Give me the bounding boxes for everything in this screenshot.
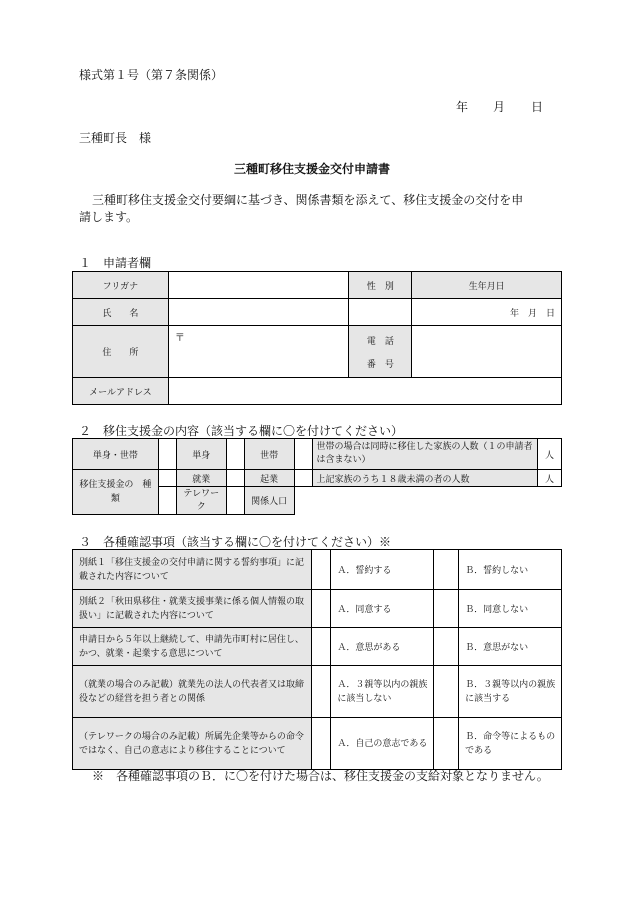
- confirm-a-check[interactable]: [312, 628, 331, 666]
- household-note: 世帯の場合は同時に移住した家族の人数（１の申請者は含まない）: [312, 439, 537, 470]
- address-label: 住 所: [73, 326, 169, 378]
- confirm-b: Ｂ．３親等以内の親族に該当する: [459, 666, 562, 718]
- furigana-field[interactable]: [168, 272, 349, 299]
- single-label: 単身: [176, 439, 226, 470]
- section2-heading: ２ 移住支援金の内容（該当する欄に〇を付けてください）: [79, 424, 404, 438]
- confirm-b: Ｂ．同意しない: [459, 590, 562, 628]
- support-type-table: [72, 438, 562, 515]
- confirm-row: [73, 590, 562, 628]
- date-day: 日: [531, 100, 544, 114]
- phone-label-1: 電 話: [366, 336, 394, 347]
- confirm-question: （就業の場合のみ記載）就業先の法人の代表者又は取締役などの経営を担う者との関係: [73, 666, 312, 718]
- phone-label-2: 番 号: [366, 359, 394, 370]
- address-field[interactable]: 〒: [168, 326, 349, 378]
- single-household-label: 単身・世帯: [73, 439, 159, 470]
- confirm-a-check[interactable]: [312, 718, 331, 770]
- empty-area: [294, 487, 561, 515]
- phone-field[interactable]: [412, 326, 562, 378]
- gender-field[interactable]: [349, 299, 412, 326]
- under18-unit[interactable]: 人: [538, 470, 562, 487]
- confirm-row: [73, 550, 562, 590]
- related-pop-label: 関係人口: [244, 487, 294, 515]
- household-check[interactable]: [226, 439, 244, 470]
- related-pop-check[interactable]: [226, 487, 244, 515]
- confirm-b-check[interactable]: [434, 550, 459, 590]
- name-label: 氏 名: [73, 299, 169, 326]
- confirm-question: 申請日から５年以上継続して、申請先市町村に居住し、かつ、就業・起業する意思について: [73, 628, 312, 666]
- section3-note: ※ 各種確認事項のＢ．に〇を付けた場合は、移住支援金の支給対象となりません。: [92, 769, 549, 783]
- confirm-a: Ａ．３親等以内の親族に該当しない: [331, 666, 434, 718]
- telework-label: テレワーク: [176, 487, 226, 515]
- confirm-b-check[interactable]: [434, 628, 459, 666]
- household-count-unit[interactable]: 人: [538, 439, 562, 470]
- phone-label: [349, 326, 412, 378]
- confirm-b: Ｂ．意思がない: [459, 628, 562, 666]
- single-check[interactable]: [158, 439, 176, 470]
- applicant-table: [72, 271, 562, 405]
- household-count-blank[interactable]: [294, 439, 312, 470]
- email-label: メールアドレス: [73, 378, 169, 405]
- name-field[interactable]: [168, 299, 349, 326]
- confirm-a-check[interactable]: [312, 550, 331, 590]
- email-field[interactable]: [168, 378, 561, 405]
- confirm-row: [73, 666, 562, 718]
- under18-note: 上記家族のうち１８歳未満の者の人数: [312, 470, 537, 487]
- confirm-row: [73, 628, 562, 666]
- gender-label: 性 別: [349, 272, 412, 299]
- household-label: 世帯: [244, 439, 294, 470]
- confirm-question: 別紙１「移住支援金の交付申請に関する誓約事項」に記載された内容について: [73, 550, 312, 590]
- confirm-b-check[interactable]: [434, 666, 459, 718]
- startup-label: 起業: [244, 470, 294, 487]
- date-year: 年: [456, 100, 469, 114]
- type-label: 移住支援金の 種 類: [73, 470, 159, 515]
- telework-check[interactable]: [158, 487, 176, 515]
- form-number: 様式第１号（第７条関係）: [79, 68, 224, 82]
- confirm-a-check[interactable]: [312, 666, 331, 718]
- confirmation-table: [72, 549, 562, 770]
- addressee: 三種町長 様: [79, 131, 152, 145]
- employment-label: 就業: [176, 470, 226, 487]
- confirm-b: Ｂ．誓約しない: [459, 550, 562, 590]
- confirm-a: Ａ．誓約する: [331, 550, 434, 590]
- section3-heading: ３ 各種確認事項（該当する欄に〇を付けてください）※: [79, 535, 392, 549]
- confirm-row: [73, 718, 562, 770]
- intro-line-1: 三種町移住支援金交付要綱に基づき、関係書類を添えて、移住支援金の交付を申: [92, 193, 524, 207]
- document-title: 三種町移住支援金交付申請書: [234, 162, 391, 176]
- confirm-a: Ａ．同意する: [331, 590, 434, 628]
- confirm-a: Ａ．意思がある: [331, 628, 434, 666]
- intro-line-2: 請します。: [79, 210, 139, 224]
- confirm-question: （テレワークの場合のみ記載）所属先企業等からの命令ではなく、自己の意志により移住することについて: [73, 718, 312, 770]
- confirm-a: Ａ．自己の意志である: [331, 718, 434, 770]
- birth-field[interactable]: 年 月 日: [412, 299, 562, 326]
- employment-check[interactable]: [158, 470, 176, 487]
- confirm-b: Ｂ．命令等によるものである: [459, 718, 562, 770]
- confirm-b-check[interactable]: [434, 718, 459, 770]
- confirm-a-check[interactable]: [312, 590, 331, 628]
- furigana-label: フリガナ: [73, 272, 169, 299]
- section1-heading: １ 申請者欄: [79, 256, 152, 270]
- date-month: 月: [493, 100, 506, 114]
- confirm-b-check[interactable]: [434, 590, 459, 628]
- confirm-question: 別紙２「秋田県移住・就業支援事業に係る個人情報の取扱い」に記載された内容について: [73, 590, 312, 628]
- startup-check[interactable]: [226, 470, 244, 487]
- under18-blank[interactable]: [294, 470, 312, 487]
- birth-label: 生年月日: [412, 272, 562, 299]
